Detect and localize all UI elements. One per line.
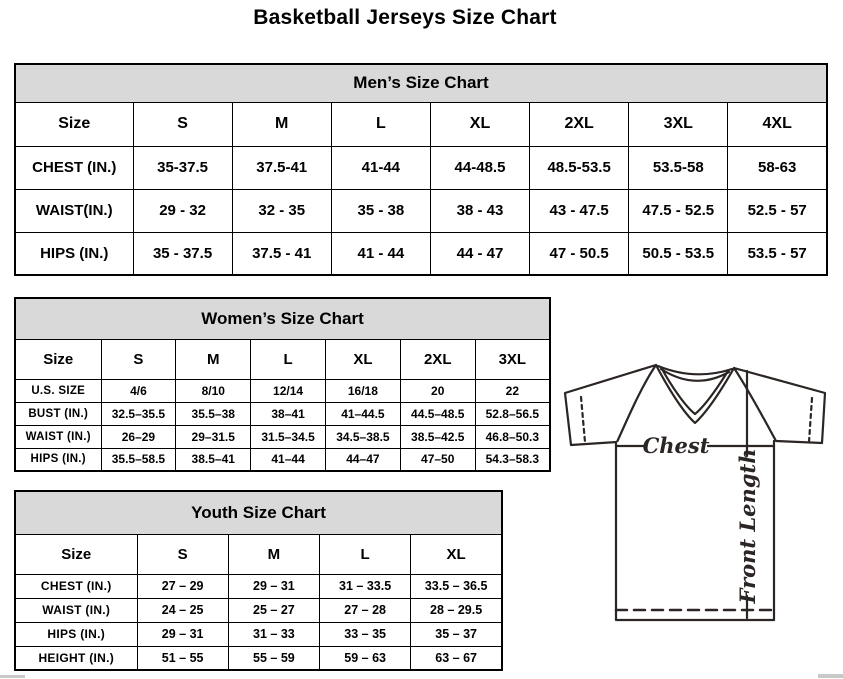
- size-value-cell: 34.5–38.5: [325, 425, 400, 448]
- row-label: CHEST (IN.): [15, 574, 137, 598]
- table-row: [15, 402, 550, 425]
- size-value-cell: 38.5–42.5: [400, 425, 475, 448]
- size-column-header: 3XL: [475, 339, 550, 379]
- size-value-cell: 44 - 47: [430, 232, 529, 275]
- size-value-cell: 48.5-53.5: [530, 146, 629, 189]
- size-value-cell: 51 – 55: [137, 646, 228, 670]
- table-title-row: [15, 491, 502, 534]
- size-value-cell: 53.5-58: [629, 146, 728, 189]
- size-value-cell: 25 – 27: [228, 598, 319, 622]
- row-label: WAIST(IN.): [15, 189, 133, 232]
- size-value-cell: 31.5–34.5: [251, 425, 326, 448]
- size-value-cell: 54.3–58.3: [475, 448, 550, 471]
- size-value-cell: 35 - 38: [331, 189, 430, 232]
- size-column-header: M: [232, 102, 331, 146]
- table-title: Men’s Size Chart: [15, 64, 827, 102]
- table-row: [15, 622, 502, 646]
- size-column-header: 2XL: [400, 339, 475, 379]
- size-value-cell: 41–44.5: [325, 402, 400, 425]
- size-value-cell: 28 – 29.5: [411, 598, 502, 622]
- table-row: [15, 425, 550, 448]
- size-value-cell: 37.5 - 41: [232, 232, 331, 275]
- chest-label: Chest: [642, 433, 710, 458]
- size-value-cell: 63 – 67: [411, 646, 502, 670]
- size-value-cell: 32.5–35.5: [101, 402, 176, 425]
- womens-size-chart-table: [14, 297, 551, 472]
- size-column-header: S: [137, 534, 228, 574]
- size-value-cell: 33 – 35: [320, 622, 411, 646]
- column-header-row: [15, 534, 502, 574]
- size-row-label: Size: [15, 102, 133, 146]
- size-value-cell: 35.5–38: [176, 402, 251, 425]
- table-title-row: [15, 64, 827, 102]
- size-value-cell: 41 - 44: [331, 232, 430, 275]
- size-value-cell: 35-37.5: [133, 146, 232, 189]
- size-value-cell: 44-48.5: [430, 146, 529, 189]
- horizontal-scrollbar-fragment-right[interactable]: [818, 674, 843, 678]
- size-value-cell: 47.5 - 52.5: [629, 189, 728, 232]
- mens-size-chart-table: [14, 63, 828, 276]
- table-title: Youth Size Chart: [15, 491, 502, 534]
- row-label: HIPS (IN.): [15, 622, 137, 646]
- row-label: HEIGHT (IN.): [15, 646, 137, 670]
- column-header-row: [15, 339, 550, 379]
- size-column-header: M: [176, 339, 251, 379]
- table-row: [15, 232, 827, 275]
- front-length-label: Front Length: [735, 448, 760, 604]
- size-column-header: 3XL: [629, 102, 728, 146]
- size-value-cell: 41–44: [251, 448, 326, 471]
- size-value-cell: 31 – 33.5: [320, 574, 411, 598]
- size-value-cell: 32 - 35: [232, 189, 331, 232]
- table-row: [15, 146, 827, 189]
- size-value-cell: 16/18: [325, 379, 400, 402]
- size-value-cell: 29 – 31: [137, 622, 228, 646]
- youth-size-chart-table: [14, 490, 503, 671]
- size-value-cell: 50.5 - 53.5: [629, 232, 728, 275]
- size-column-header: M: [228, 534, 319, 574]
- size-value-cell: 29 - 32: [133, 189, 232, 232]
- size-value-cell: 37.5-41: [232, 146, 331, 189]
- table-title: Women’s Size Chart: [15, 298, 550, 339]
- size-value-cell: 59 – 63: [320, 646, 411, 670]
- size-value-cell: 52.8–56.5: [475, 402, 550, 425]
- size-value-cell: 46.8–50.3: [475, 425, 550, 448]
- size-column-header: L: [251, 339, 326, 379]
- size-value-cell: 52.5 - 57: [728, 189, 827, 232]
- size-value-cell: 53.5 - 57: [728, 232, 827, 275]
- size-column-header: S: [133, 102, 232, 146]
- size-column-header: XL: [411, 534, 502, 574]
- size-value-cell: 44.5–48.5: [400, 402, 475, 425]
- size-value-cell: 55 – 59: [228, 646, 319, 670]
- size-column-header: XL: [325, 339, 400, 379]
- size-row-label: Size: [15, 534, 137, 574]
- jersey-measurement-diagram: [552, 356, 842, 628]
- size-column-header: L: [331, 102, 430, 146]
- size-value-cell: 31 – 33: [228, 622, 319, 646]
- size-value-cell: 4/6: [101, 379, 176, 402]
- row-label: HIPS (IN.): [15, 232, 133, 275]
- size-value-cell: 47 - 50.5: [530, 232, 629, 275]
- size-value-cell: 58-63: [728, 146, 827, 189]
- size-value-cell: 38–41: [251, 402, 326, 425]
- column-header-row: [15, 102, 827, 146]
- size-value-cell: 47–50: [400, 448, 475, 471]
- row-label: HIPS (IN.): [15, 448, 101, 471]
- size-column-header: L: [320, 534, 411, 574]
- table-row: [15, 646, 502, 670]
- table-row: [15, 448, 550, 471]
- size-row-label: Size: [15, 339, 101, 379]
- table-title-row: [15, 298, 550, 339]
- size-value-cell: 8/10: [176, 379, 251, 402]
- size-value-cell: 38 - 43: [430, 189, 529, 232]
- size-value-cell: 20: [400, 379, 475, 402]
- row-label: WAIST (IN.): [15, 598, 137, 622]
- size-column-header: 4XL: [728, 102, 827, 146]
- size-column-header: 2XL: [530, 102, 629, 146]
- table-row: [15, 598, 502, 622]
- table-row: [15, 189, 827, 232]
- size-value-cell: 35 - 37.5: [133, 232, 232, 275]
- row-label: U.S. SIZE: [15, 379, 101, 402]
- horizontal-scrollbar-fragment-left[interactable]: [0, 675, 25, 678]
- size-value-cell: 41-44: [331, 146, 430, 189]
- table-row: [15, 574, 502, 598]
- page-title: Basketball Jerseys Size Chart: [253, 6, 557, 29]
- size-column-header: S: [101, 339, 176, 379]
- size-value-cell: 33.5 – 36.5: [411, 574, 502, 598]
- size-value-cell: 26–29: [101, 425, 176, 448]
- row-label: BUST (IN.): [15, 402, 101, 425]
- size-value-cell: 12/14: [251, 379, 326, 402]
- size-value-cell: 29–31.5: [176, 425, 251, 448]
- size-value-cell: 27 – 28: [320, 598, 411, 622]
- size-value-cell: 43 - 47.5: [530, 189, 629, 232]
- size-value-cell: 24 – 25: [137, 598, 228, 622]
- size-value-cell: 29 – 31: [228, 574, 319, 598]
- size-value-cell: 44–47: [325, 448, 400, 471]
- size-value-cell: 27 – 29: [137, 574, 228, 598]
- size-value-cell: 22: [475, 379, 550, 402]
- size-value-cell: 38.5–41: [176, 448, 251, 471]
- row-label: WAIST (IN.): [15, 425, 101, 448]
- size-value-cell: 35.5–58.5: [101, 448, 176, 471]
- row-label: CHEST (IN.): [15, 146, 133, 189]
- size-value-cell: 35 – 37: [411, 622, 502, 646]
- table-row: [15, 379, 550, 402]
- size-column-header: XL: [430, 102, 529, 146]
